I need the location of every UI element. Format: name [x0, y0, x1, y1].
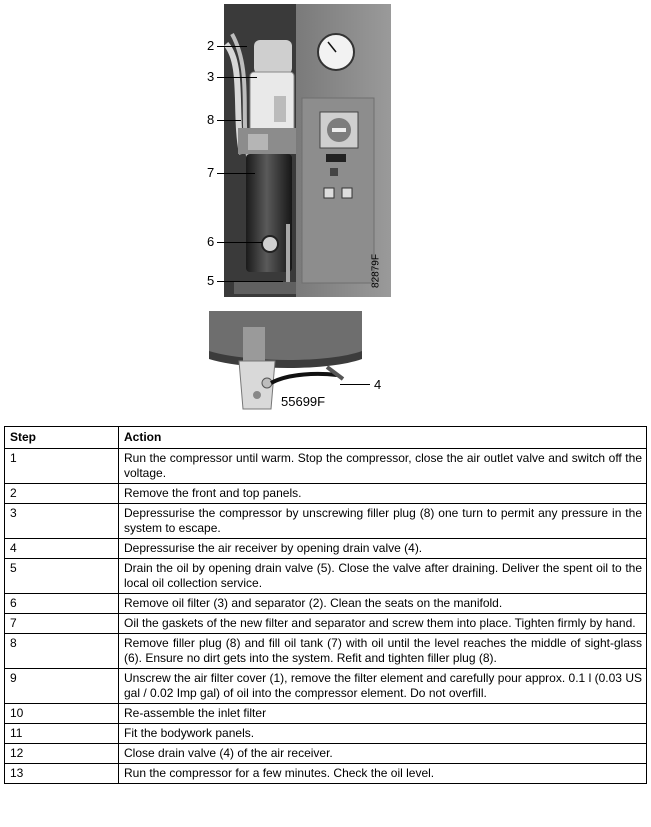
- step-number: 10: [5, 704, 119, 724]
- leader-line: [340, 384, 370, 385]
- callout-label: 7: [207, 165, 215, 180]
- callout-label: 5: [207, 273, 215, 288]
- step-number: 9: [5, 669, 119, 704]
- table-row: [5, 539, 647, 559]
- leader-line: [217, 120, 241, 121]
- table-row: [5, 704, 647, 724]
- leader-line: [217, 173, 255, 174]
- table-row: [5, 744, 647, 764]
- callout-label: 4: [374, 377, 382, 392]
- step-number: 4: [5, 539, 119, 559]
- callout-label: 8: [207, 112, 215, 127]
- step-action: Remove oil filter (3) and separator (2). Clean the seats on the manifold.: [119, 594, 647, 614]
- step-number: 1: [5, 449, 119, 484]
- table-header-row: [5, 427, 647, 449]
- step-number: 2: [5, 484, 119, 504]
- procedure-table: [4, 426, 647, 784]
- step-action: Run the compressor until warm. Stop the compressor, close the air outlet valve and switch off the voltage.: [119, 449, 647, 484]
- step-action: Fit the bodywork panels.: [119, 724, 647, 744]
- table-row: [5, 559, 647, 594]
- step-number: 7: [5, 614, 119, 634]
- callout-label: 3: [207, 69, 215, 84]
- step-action: Oil the gaskets of the new filter and separator and screw them into place. Tighten firmly by hand.: [119, 614, 647, 634]
- leader-line: [217, 281, 283, 282]
- compressor-interior-photo: [224, 4, 391, 297]
- figure-code: [369, 248, 383, 294]
- column-header-action: Action: [119, 427, 647, 449]
- leader-line: [217, 77, 257, 78]
- table-row: [5, 594, 647, 614]
- step-action: Depressurise the compressor by unscrewing filler plug (8) one turn to permit any pressure in the system to escape.: [119, 504, 647, 539]
- step-number: 6: [5, 594, 119, 614]
- step-number: 11: [5, 724, 119, 744]
- step-number: 8: [5, 634, 119, 669]
- table-row: [5, 614, 647, 634]
- step-action: Remove filler plug (8) and fill oil tank (7) with oil until the level reaches the middle of sight-glass (6). Ensure no dirt gets into the system. Refit and tighten filler plug (8).: [119, 634, 647, 669]
- leader-line: [217, 242, 262, 243]
- step-action: Run the compressor for a few minutes. Check the oil level.: [119, 764, 647, 784]
- step-action: Depressurise the air receiver by opening drain valve (4).: [119, 539, 647, 559]
- leader-line: [217, 46, 247, 47]
- column-header-step: Step: [5, 427, 119, 449]
- table-row: [5, 504, 647, 539]
- step-action: Re-assemble the inlet filter: [119, 704, 647, 724]
- table-row: [5, 764, 647, 784]
- step-action: Close drain valve (4) of the air receiver.: [119, 744, 647, 764]
- step-number: 13: [5, 764, 119, 784]
- step-number: 12: [5, 744, 119, 764]
- callout-label: 6: [207, 234, 215, 249]
- step-action: Drain the oil by opening drain valve (5). Close the valve after draining. Deliver the spent oil to the local oil collection service.: [119, 559, 647, 594]
- table-row: [5, 724, 647, 744]
- step-number: 3: [5, 504, 119, 539]
- table-row: [5, 669, 647, 704]
- step-action: Unscrew the air filter cover (1), remove the filter element and carefully pour approx. 0.1 l (0.03 US gal / 0.02 Imp gal) of oil into the compressor element. Do not overfill.: [119, 669, 647, 704]
- figure-code-text: 55699F: [281, 394, 326, 409]
- step-action: Remove the front and top panels.: [119, 484, 647, 504]
- table-row: [5, 634, 647, 669]
- step-number: 5: [5, 559, 119, 594]
- table-row: [5, 449, 647, 484]
- figure-code-text: 82879F: [370, 254, 382, 288]
- table-row: [5, 484, 647, 504]
- callout-label: 2: [207, 38, 215, 53]
